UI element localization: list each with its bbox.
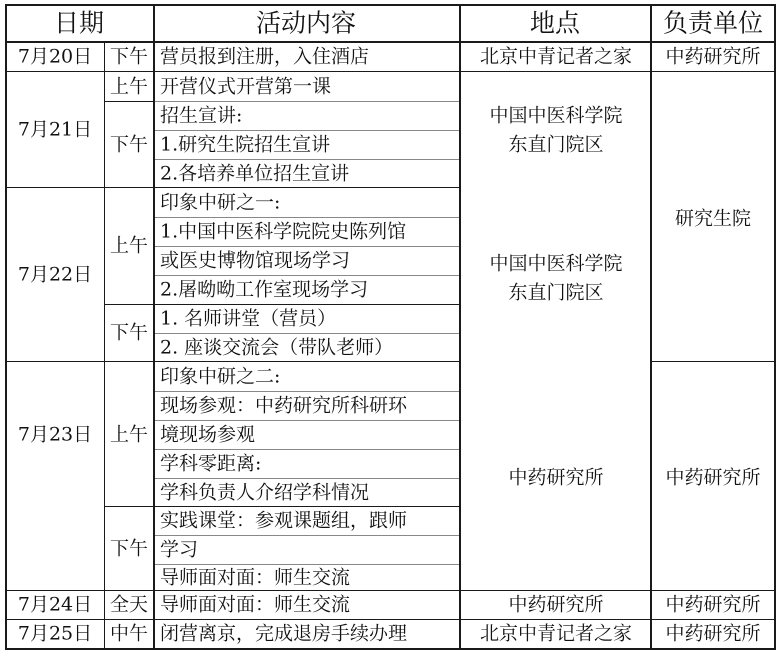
period-cell: 全天 [109,593,149,616]
line-sep [155,275,459,276]
content-line: 境现场参观 [160,423,256,446]
header-date: 日期 [53,8,105,38]
split-23 [104,506,459,507]
content-line: 印象中研之一: [160,191,281,214]
border-right [774,4,776,650]
unit-cell: 研究生院 [674,207,752,230]
row-sep-20 [5,71,776,72]
border-top [5,4,776,6]
unit-cell: 中药研究所 [665,622,761,645]
row-sep-24 [5,619,776,620]
period-cell: 下午 [109,45,149,68]
content-line: 导师面对面：师生交流 [160,566,351,589]
content-line: 学科零距离: [160,452,262,475]
location-cell: 北京中青记者之家 [479,622,633,645]
content-line: 或医史博物馆现场学习 [160,249,351,272]
row-sep-21 [5,187,460,188]
date-cell: 7月22日 [17,263,93,286]
unit-cell: 中药研究所 [665,45,761,68]
content-line: 招生宣讲: [160,104,243,127]
split-21-period [104,101,154,102]
period-cell: 上午 [109,75,149,98]
date-cell: 7月20日 [17,45,93,68]
location-cell: 东直门院区 [508,281,604,304]
content-line: 印象中研之二: [160,365,281,388]
col-sep-unit [650,4,652,650]
line-sep [155,246,459,247]
content-line: 开营仪式开营第一课 [160,75,332,98]
period-cell: 下午 [109,133,149,156]
line-sep [155,449,459,450]
unit-cell: 中药研究所 [665,593,761,616]
line-sep [155,478,459,479]
date-cell: 7月24日 [17,593,93,616]
period-cell: 上午 [109,423,149,446]
location-cell: 北京中青记者之家 [479,45,633,68]
location-cell: 中国中医科学院 [489,252,623,275]
content-line: 2.屠呦呦工作室现场学习 [160,278,369,301]
content-line: 2. 座谈交流会（带队老师） [160,336,394,359]
unit-cell: 中药研究所 [665,466,761,489]
location-cell: 中药研究所 [508,466,604,489]
line-sep [155,159,459,160]
header-location: 地点 [529,8,581,38]
border-bottom [5,648,776,650]
location-cell: 中药研究所 [508,593,604,616]
row-sep-header [5,41,776,43]
content-line: 营员报到注册，入住酒店 [160,45,370,68]
content-line: 1.中国中医科学院院史陈列馆 [160,220,407,243]
line-sep [155,130,459,131]
period-cell: 下午 [109,537,149,560]
line-sep [155,217,459,218]
line-sep [155,333,459,334]
line-sep [155,420,459,421]
line-sep [155,535,459,536]
line-sep [155,564,459,565]
row-sep-23 [5,590,776,591]
col-sep-date-period [104,42,105,650]
row-sep-unit-22 [652,361,775,362]
period-cell: 下午 [109,321,149,344]
content-line: 1.研究生院招生宣讲 [160,133,331,156]
content-line: 学习 [160,538,199,561]
content-line: 学科负责人介绍学科情况 [160,481,370,504]
content-line: 现场参观：中药研究所科研环 [160,394,408,417]
location-cell: 东直门院区 [508,133,604,156]
line-sep [155,101,459,102]
split-22 [104,304,459,305]
date-cell: 7月23日 [17,423,93,446]
content-line: 2.各培养单位招生宣讲 [160,162,350,185]
content-line: 导师面对面：师生交流 [160,593,351,616]
period-cell: 中午 [109,622,149,645]
content-line: 闭营离京，完成退房手续办理 [160,622,408,645]
location-cell: 中国中医科学院 [489,104,623,127]
content-line: 1. 名师讲堂（营员） [160,307,337,330]
period-cell: 上午 [109,234,149,257]
row-sep-22 [5,361,460,362]
content-line: 实践课堂：参观课题组，跟师 [160,509,408,532]
header-unit: 负责单位 [662,8,764,38]
line-sep [155,391,459,392]
date-cell: 7月25日 [17,622,93,645]
col-sep-location [459,4,461,650]
header-content: 活动内容 [255,8,357,38]
border-left [5,4,7,650]
date-cell: 7月21日 [17,118,93,141]
